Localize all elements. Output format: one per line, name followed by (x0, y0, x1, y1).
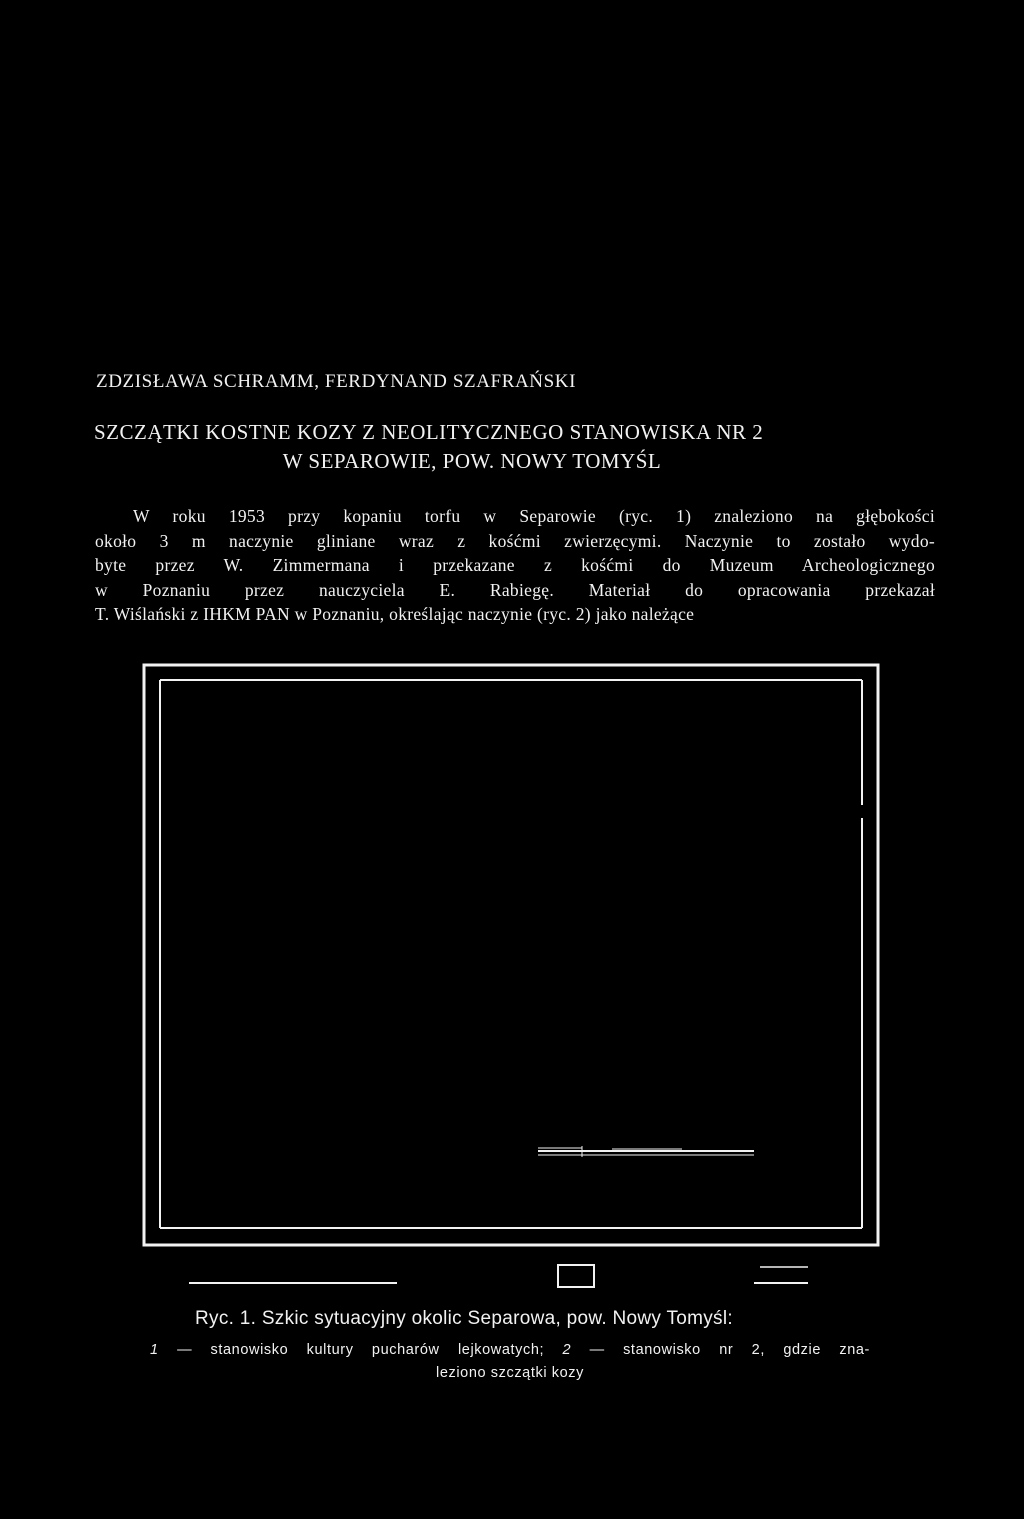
authors: ZDZISŁAWA SCHRAMM, FERDYNAND SZAFRAŃSKI (96, 371, 577, 392)
body-line: T. Wiślański z IHKM PAN w Poznaniu, określając naczynie (ryc. 2) jako należące (95, 604, 695, 624)
legend-box-symbol (558, 1265, 594, 1287)
figure-legend-text (150, 1339, 870, 1385)
situation-map-figure (142, 660, 882, 1250)
body-line: W roku 1953 przy kopaniu torfu w Separowie (ryc. 1) znaleziono na głębokości (133, 506, 935, 526)
body-line: około 3 m naczynie gliniane wraz z kośćmi zwierzęcymi. Naczynie to zostało wydo- (95, 530, 935, 551)
map-legend (142, 1255, 882, 1295)
legend-num-2: 2 (562, 1342, 572, 1358)
legend-text-1: — stanowisko kultury pucharów lejkowatych; (177, 1342, 545, 1358)
title-line-2: W SEPAROWIE, POW. NOWY TOMYŚL (282, 449, 662, 473)
legend-line-1 (150, 1339, 870, 1362)
legend-num-1: 1 (150, 1342, 159, 1358)
body-paragraph (95, 504, 935, 627)
scale-bar (538, 1146, 754, 1157)
legend-symbols (142, 1255, 882, 1295)
caption-title: Szkic sytuacyjny okolic Separowa, pow. Nowy Tomyśl: (261, 1308, 733, 1329)
body-line: byte przez W. Zimmermana i przekazane z kośćmi do Muzeum Archeologicznego (95, 555, 935, 575)
title-line-1: SZCZĄTKI KOSTNE KOZY Z NEOLITYCZNEGO STANOWISKA NR 2 (94, 420, 764, 444)
caption-label: Ryc. 1. (195, 1308, 257, 1329)
figure-caption (195, 1308, 855, 1330)
map-frame (142, 660, 882, 1250)
article-title (94, 418, 944, 476)
legend-line-2: leziono szczątki kozy (436, 1365, 584, 1381)
map-outer-border (144, 665, 878, 1245)
legend-text-2: — stanowisko nr 2, gdzie zna- (589, 1342, 870, 1358)
body-line: w Poznaniu przez nauczyciela E. Rabiegę. Materiał do opracowania przekazał (95, 579, 935, 600)
